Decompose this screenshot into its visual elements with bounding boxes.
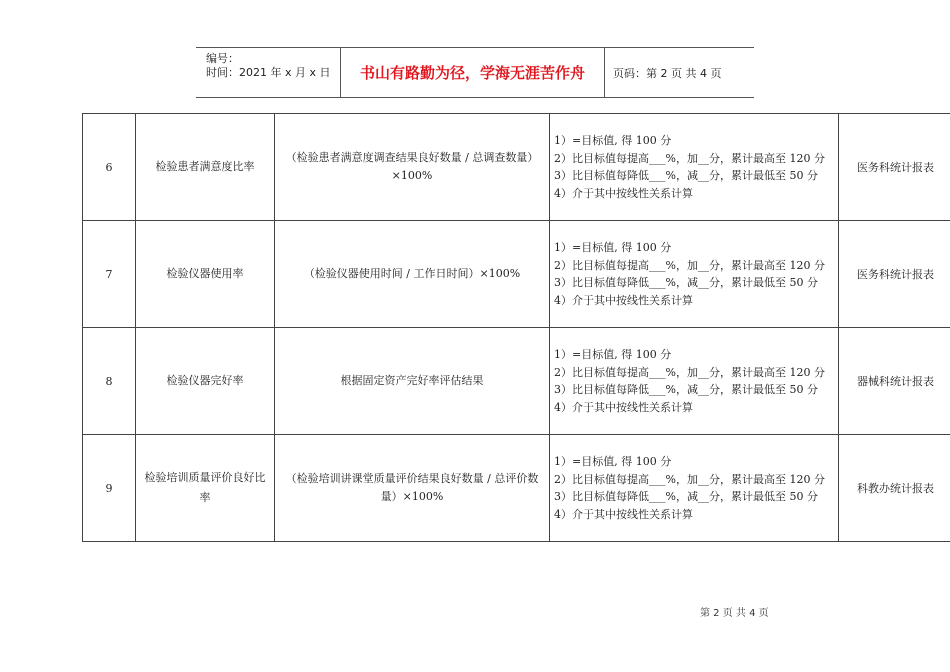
- data-source: 科教办统计报表: [839, 435, 950, 542]
- scoring-rule-line: 3）比目标值每降低___%，减__分，累计最低至 50 分: [554, 169, 818, 182]
- scoring-rule-line: 2）比目标值每提高___%，加__分，累计最高至 120 分: [554, 472, 825, 486]
- row-number: 8: [83, 328, 136, 435]
- kpi-table: [82, 113, 950, 542]
- header-meta: [196, 48, 341, 97]
- data-source: 医务科统计报表: [839, 221, 950, 328]
- scoring-rule-line: 2）比目标值每提高___%，加__分，累计最高至 120 分: [554, 151, 825, 165]
- scoring-rules: [550, 435, 839, 542]
- scoring-rule-line: 2）比目标值每提高___%，加__分，累计最高至 120 分: [554, 365, 825, 379]
- scoring-rule-line: 2）比目标值每提高___%，加__分，累计最高至 120 分: [554, 258, 825, 272]
- footer-page-number: 第 2 页 共 4 页: [700, 608, 769, 619]
- scoring-rules: [550, 328, 839, 435]
- table-row: [83, 221, 950, 328]
- scoring-rule-line: 4）介于其中按线性关系计算: [554, 507, 693, 521]
- scoring-rule-line: 4）介于其中按线性关系计算: [554, 186, 693, 200]
- scoring-rule-line: 1）=目标值, 得 100 分: [554, 241, 672, 254]
- indicator-formula: （检验患者满意度调查结果良好数量 / 总调查数量）×100%: [275, 114, 550, 221]
- scoring-rules: [550, 221, 839, 328]
- scoring-rule-line: 1）=目标值, 得 100 分: [554, 134, 672, 147]
- scoring-rule-line: 3）比目标值每降低___%，减__分，累计最低至 50 分: [554, 490, 818, 503]
- row-number: 7: [83, 221, 136, 328]
- indicator-name: 检验患者满意度比率: [136, 114, 275, 221]
- table-row: [83, 328, 950, 435]
- table-row: [83, 435, 950, 542]
- scoring-rule-line: 3）比目标值每降低___%，减__分，累计最低至 50 分: [554, 383, 818, 396]
- scoring-rule-line: 1）=目标值, 得 100 分: [554, 348, 672, 361]
- header-motto: 书山有路勤为径，学海无涯苦作舟: [341, 48, 605, 97]
- data-source: 器械科统计报表: [839, 328, 950, 435]
- scoring-rule-line: 4）介于其中按线性关系计算: [554, 293, 693, 307]
- row-number: 6: [83, 114, 136, 221]
- indicator-name: 检验培训质量评价良好比率: [136, 435, 275, 542]
- indicator-name: 检验仪器使用率: [136, 221, 275, 328]
- indicator-formula: （检验仪器使用时间 / 工作日时间）×100%: [275, 221, 550, 328]
- table-row: [83, 114, 950, 221]
- scoring-rule-line: 4）介于其中按线性关系计算: [554, 400, 693, 414]
- scoring-rule-line: 3）比目标值每降低___%，减__分，累计最低至 50 分: [554, 276, 818, 289]
- page-header: [196, 47, 754, 98]
- scoring-rule-line: 1）=目标值, 得 100 分: [554, 455, 672, 468]
- data-source: 医务科统计报表: [839, 114, 950, 221]
- scoring-rules: [550, 114, 839, 221]
- code-label: 编号：: [206, 52, 239, 65]
- indicator-name: 检验仪器完好率: [136, 328, 275, 435]
- header-page-label: 页码：第 2 页 共 4 页: [613, 66, 722, 80]
- indicator-formula: （检验培训讲课堂质量评价结果良好数量 / 总评价数量）×100%: [275, 435, 550, 542]
- indicator-formula: 根据固定资产完好率评估结果: [275, 328, 550, 435]
- time-label: 时间：2021 年 x 月 x 日: [206, 66, 331, 79]
- row-number: 9: [83, 435, 136, 542]
